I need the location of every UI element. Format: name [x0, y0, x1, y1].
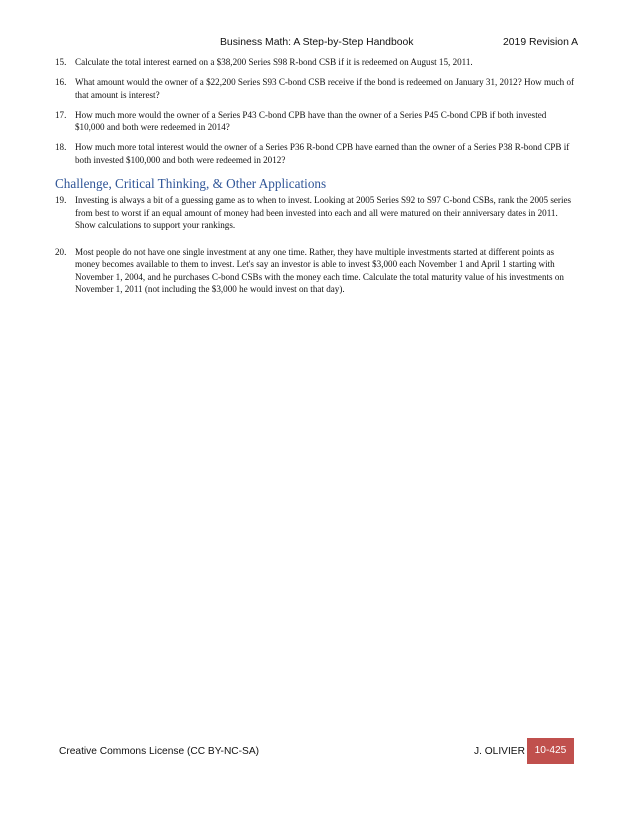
section-heading: Challenge, Critical Thinking, & Other Applications: [55, 176, 327, 191]
question-text: Calculate the total interest earned on a $38,200 Series S98 R-bond CSB if it is redeemed on August 15, 2011.: [75, 57, 473, 67]
page-content: [55, 56, 575, 303]
question-16: [55, 76, 575, 101]
question-number: 16.: [55, 77, 67, 87]
question-number: 19.: [55, 195, 67, 205]
question-text: Investing is always a bit of a guessing game as to when to invest. Looking at 2005 Series S92 to S97 C-bond CSBs, rank the 2005 series from best to worst if an equal amount of money had been invested into each and all were matured on their anniversary dates in 2011. Show calculations to support your rankings.: [75, 195, 572, 230]
question-text: How much more would the owner of a Series P43 C-bond CPB have than the owner of a Series P45 C-bond CPB if both invested $10,000 and both were redeemed in 2014?: [75, 109, 547, 132]
question-17: [55, 109, 575, 134]
question-number: 15.: [55, 57, 67, 67]
revision-label: 2019 Revision A: [503, 37, 579, 48]
page-footer: [0, 738, 630, 764]
question-number: 17.: [55, 109, 67, 120]
question-number: 18.: [55, 142, 67, 152]
question-19: [55, 194, 575, 232]
license-text: Creative Commons License (CC BY-NC-SA): [59, 746, 260, 757]
question-text: What amount would the owner of a $22,200 Series S93 C-bond CSB receive if the bond is redeemed on January 31, 2012? How much of that amount is interest?: [75, 77, 575, 100]
book-title: Business Math: A Step-by-Step Handbook: [220, 37, 414, 48]
question-20: [55, 246, 575, 296]
author-name: J. OLIVIER: [474, 746, 525, 757]
page-number-badge: 10-425: [527, 738, 574, 764]
question-number: 20.: [55, 246, 67, 257]
question-18: [55, 141, 575, 166]
question-text: How much more total interest would the owner of a Series P36 R-bond CPB have earned than the owner of a Series P38 R-bond CPB if both invested $100,000 and both were redeemed in 2012?: [75, 142, 570, 165]
question-15: [55, 56, 575, 69]
question-text: Most people do not have one single investment at any one time. Rather, they have multiple investments started at different points as money becomes available to them to invest. Let's say an investor is able to invest $3,000 each November 1 and April 1 starting with November 1, 2004, and he purchases C-bond CSBs with the money each time. Calculate the total maturity value of his investments on November 1, 2011 (not including the $3,000 he would invest on that day).: [75, 246, 564, 294]
